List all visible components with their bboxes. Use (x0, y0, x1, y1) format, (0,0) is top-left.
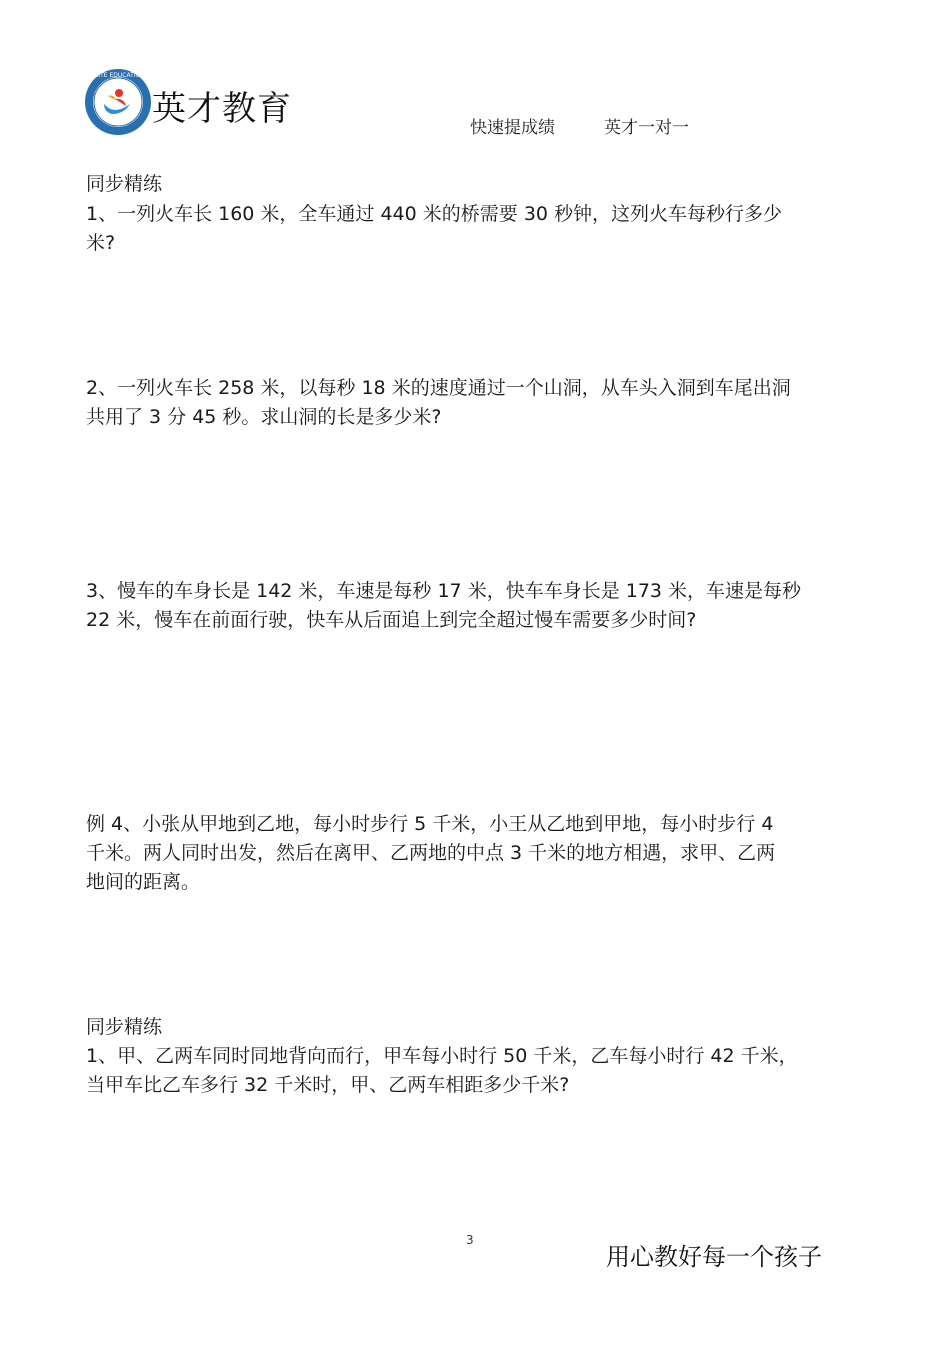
brand-logo (84, 68, 152, 136)
question-2-line-1: 2、一列火车长 258 米，以每秒 18 米的速度通过一个山洞，从车头入洞到车尾出洞 (86, 377, 791, 399)
section-heading: 同步精练 (86, 1016, 163, 1038)
example-4-line-2: 千米。两人同时出发，然后在离甲、乙两地的中点 3 千米的地方相遇，求甲、乙两 (86, 842, 776, 864)
example-4-line-3: 地间的距离。 (86, 871, 201, 893)
footer-motto: 用心教好每一个孩子 (606, 1243, 822, 1271)
question-3-line-2: 22 米，慢车在前面行驶，快车从后面追上到完全超过慢车需要多少时间? (86, 609, 697, 631)
question-3-line-1: 3、慢车的车身长是 142 米，车速是每秒 17 米，快车车身长是 173 米，车速是每秒 (86, 580, 802, 602)
slogan-improve-grades: 快速提成绩 (470, 118, 555, 138)
brand-name: 英才教育 (152, 89, 292, 129)
example-4-line-1: 例 4、小张从甲地到乙地，每小时步行 5 千米，小王从乙地到甲地，每小时步行 4 (86, 813, 774, 835)
question-2-line-2: 共用了 3 分 45 秒。求山洞的长是多少米? (86, 406, 442, 428)
section-2-question-1-line-2: 当甲车比乙车多行 32 千米时，甲、乙两车相距多少千米? (86, 1074, 570, 1096)
svg-text:ELITE EDUCATION: ELITE EDUCATION (91, 72, 145, 79)
section-heading: 同步精练 (86, 173, 163, 195)
question-1-line-2: 米? (86, 232, 116, 254)
page-number: 3 (466, 1233, 474, 1247)
slogan-one-on-one: 英才一对一 (604, 118, 689, 138)
question-1-line-1: 1、一列火车长 160 米，全车通过 440 米的桥需要 30 秒钟，这列火车每秒行多少 (86, 203, 783, 225)
section-2-question-1-line-1: 1、甲、乙两车同时同地背向而行，甲车每小时行 50 千米，乙车每小时行 42 千米， (86, 1045, 798, 1067)
